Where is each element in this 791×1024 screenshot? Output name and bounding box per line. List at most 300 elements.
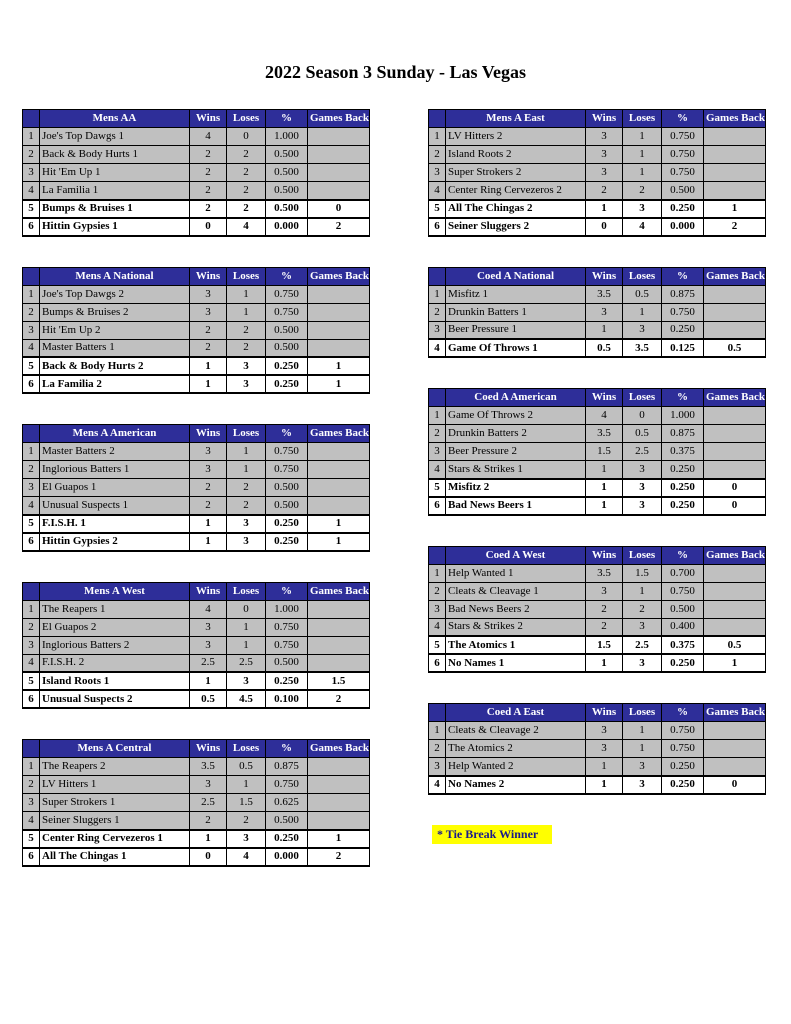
pct-cell: 0.100 — [266, 690, 308, 708]
team-cell: Drunkin Batters 2 — [446, 425, 586, 443]
wins-cell: 3.5 — [586, 425, 623, 443]
team-row — [23, 339, 370, 357]
col-header-wins: Wins — [190, 110, 227, 128]
col-header-pct: % — [662, 546, 704, 564]
pct-cell: 0.000 — [266, 218, 308, 236]
col-header-pct: % — [662, 110, 704, 128]
team-row — [429, 182, 766, 200]
wins-cell: 3.5 — [190, 758, 227, 776]
games-back-cell: 0.5 — [704, 339, 766, 357]
loses-cell: 3 — [227, 672, 266, 690]
pct-cell: 0.250 — [266, 830, 308, 848]
pct-cell: 0.250 — [266, 672, 308, 690]
wins-cell: 3 — [190, 618, 227, 636]
col-header-wins: Wins — [586, 110, 623, 128]
pct-cell: 0.250 — [266, 357, 308, 375]
rank-cell: 5 — [429, 200, 446, 218]
wins-cell: 2 — [190, 812, 227, 830]
loses-cell: 2.5 — [227, 654, 266, 672]
team-cell: Bad News Beers 1 — [446, 497, 586, 515]
games-back-cell: 0 — [704, 776, 766, 794]
col-header-wins: Wins — [190, 582, 227, 600]
games-back-cell — [704, 321, 766, 339]
team-row — [23, 654, 370, 672]
pct-cell: 0.250 — [662, 321, 704, 339]
team-cell: Unusual Suspects 1 — [40, 497, 190, 515]
rank-cell: 5 — [23, 672, 40, 690]
col-header-wins: Wins — [190, 267, 227, 285]
rank-cell: 5 — [23, 830, 40, 848]
rank-cell: 3 — [429, 321, 446, 339]
pct-cell: 0.750 — [662, 146, 704, 164]
corner-cell — [23, 740, 40, 758]
games-back-cell — [308, 461, 370, 479]
team-cell: LV Hitters 2 — [446, 128, 586, 146]
games-back-cell — [308, 497, 370, 515]
team-cell: Back & Body Hurts 1 — [40, 146, 190, 164]
wins-cell: 0.5 — [190, 690, 227, 708]
pct-cell: 0.625 — [266, 794, 308, 812]
loses-cell: 0 — [227, 600, 266, 618]
wins-cell: 2 — [190, 497, 227, 515]
games-back-cell: 1 — [704, 200, 766, 218]
wins-cell: 2 — [586, 600, 623, 618]
loses-cell: 4 — [623, 218, 662, 236]
division-title: Mens A East — [446, 110, 586, 128]
col-header-games-back: Games Back — [704, 389, 766, 407]
header-row — [429, 389, 766, 407]
loses-cell: 1 — [623, 164, 662, 182]
wins-cell: 0 — [190, 848, 227, 866]
wins-cell: 2 — [190, 321, 227, 339]
col-header-loses: Loses — [623, 389, 662, 407]
loses-cell: 3 — [227, 830, 266, 848]
pct-cell: 0.750 — [266, 776, 308, 794]
wins-cell: 3 — [586, 722, 623, 740]
games-back-cell: 2 — [308, 218, 370, 236]
loses-cell: 4 — [227, 218, 266, 236]
col-header-games-back: Games Back — [308, 110, 370, 128]
loses-cell: 3 — [227, 515, 266, 533]
team-row — [429, 479, 766, 497]
team-row — [429, 497, 766, 515]
col-header-games-back: Games Back — [308, 267, 370, 285]
games-back-cell: 1 — [308, 375, 370, 393]
team-row — [429, 722, 766, 740]
standings-table-mens-aa — [22, 109, 370, 237]
pct-cell: 0.500 — [266, 654, 308, 672]
wins-cell: 4 — [190, 600, 227, 618]
team-row — [23, 672, 370, 690]
pct-cell: 0.750 — [266, 303, 308, 321]
division-title: Coed A National — [446, 267, 586, 285]
col-header-pct: % — [662, 267, 704, 285]
col-header-loses: Loses — [623, 110, 662, 128]
col-header-pct: % — [266, 425, 308, 443]
col-header-loses: Loses — [227, 110, 266, 128]
rank-cell: 1 — [23, 600, 40, 618]
col-header-games-back: Games Back — [704, 110, 766, 128]
games-back-cell — [704, 407, 766, 425]
wins-cell: 1 — [586, 776, 623, 794]
pct-cell: 0.750 — [662, 128, 704, 146]
team-row — [429, 146, 766, 164]
pct-cell: 0.750 — [266, 618, 308, 636]
division-title: Mens A Central — [40, 740, 190, 758]
col-header-wins: Wins — [586, 704, 623, 722]
team-row — [23, 848, 370, 866]
team-row — [23, 600, 370, 618]
team-row — [429, 758, 766, 776]
pct-cell: 0.400 — [662, 618, 704, 636]
loses-cell: 2 — [623, 182, 662, 200]
pct-cell: 0.750 — [266, 285, 308, 303]
pct-cell: 0.750 — [662, 582, 704, 600]
pct-cell: 0.500 — [662, 600, 704, 618]
team-row — [429, 218, 766, 236]
team-cell: F.I.S.H. 2 — [40, 654, 190, 672]
wins-cell: 3 — [190, 461, 227, 479]
pct-cell: 0.875 — [266, 758, 308, 776]
wins-cell: 1 — [586, 479, 623, 497]
wins-cell: 3 — [586, 128, 623, 146]
header-row — [429, 267, 766, 285]
wins-cell: 1 — [586, 200, 623, 218]
header-row — [429, 110, 766, 128]
rank-cell: 3 — [429, 758, 446, 776]
loses-cell: 2.5 — [623, 636, 662, 654]
header-row — [23, 425, 370, 443]
games-back-cell: 1.5 — [308, 672, 370, 690]
pct-cell: 0.750 — [662, 164, 704, 182]
pct-cell: 1.000 — [266, 128, 308, 146]
games-back-cell — [704, 461, 766, 479]
pct-cell: 0.700 — [662, 564, 704, 582]
games-back-cell: 1 — [308, 533, 370, 551]
wins-cell: 2 — [190, 479, 227, 497]
team-cell: Stars & Strikes 1 — [446, 461, 586, 479]
team-row — [23, 146, 370, 164]
team-cell: F.I.S.H. 1 — [40, 515, 190, 533]
corner-cell — [429, 389, 446, 407]
rank-cell: 3 — [23, 636, 40, 654]
team-cell: No Names 2 — [446, 776, 586, 794]
rank-cell: 3 — [23, 321, 40, 339]
team-cell: Hittin Gypsies 2 — [40, 533, 190, 551]
pct-cell: 1.000 — [266, 600, 308, 618]
rank-cell: 5 — [429, 636, 446, 654]
team-cell: Joe's Top Dawgs 2 — [40, 285, 190, 303]
team-row — [429, 339, 766, 357]
rank-cell: 2 — [429, 740, 446, 758]
games-back-cell: 2 — [704, 218, 766, 236]
col-header-wins: Wins — [190, 740, 227, 758]
loses-cell: 3 — [227, 375, 266, 393]
pct-cell: 0.000 — [662, 218, 704, 236]
division-title: Mens A West — [40, 582, 190, 600]
rank-cell: 2 — [23, 146, 40, 164]
rank-cell: 2 — [23, 461, 40, 479]
team-cell: All The Chingas 1 — [40, 848, 190, 866]
team-row — [23, 479, 370, 497]
team-cell: El Guapos 1 — [40, 479, 190, 497]
col-header-games-back: Games Back — [308, 425, 370, 443]
wins-cell: 1 — [586, 461, 623, 479]
team-cell: Game Of Throws 2 — [446, 407, 586, 425]
games-back-cell — [308, 285, 370, 303]
wins-cell: 3 — [190, 303, 227, 321]
page-title: 2022 Season 3 Sunday - Las Vegas — [264, 62, 527, 82]
pct-cell: 0.500 — [266, 182, 308, 200]
pct-cell: 0.500 — [662, 182, 704, 200]
wins-cell: 3 — [586, 146, 623, 164]
team-row — [23, 200, 370, 218]
rank-cell: 6 — [23, 375, 40, 393]
team-cell: Stars & Strikes 2 — [446, 618, 586, 636]
games-back-cell — [308, 164, 370, 182]
games-back-cell — [308, 339, 370, 357]
header-row — [23, 110, 370, 128]
wins-cell: 0 — [190, 218, 227, 236]
team-cell: Back & Body Hurts 2 — [40, 357, 190, 375]
games-back-cell — [704, 128, 766, 146]
loses-cell: 3 — [623, 321, 662, 339]
pct-cell: 0.500 — [266, 479, 308, 497]
loses-cell: 1 — [227, 636, 266, 654]
games-back-cell — [308, 776, 370, 794]
loses-cell: 2 — [227, 339, 266, 357]
wins-cell: 2 — [586, 618, 623, 636]
team-cell: Island Roots 2 — [446, 146, 586, 164]
games-back-cell — [308, 303, 370, 321]
standings-table-mens-a-central — [22, 739, 370, 867]
pct-cell: 1.000 — [662, 407, 704, 425]
rank-cell: 2 — [429, 425, 446, 443]
rank-cell: 6 — [23, 690, 40, 708]
loses-cell: 1 — [227, 776, 266, 794]
wins-cell: 3.5 — [586, 285, 623, 303]
pct-cell: 0.500 — [266, 812, 308, 830]
corner-cell — [429, 267, 446, 285]
games-back-cell — [704, 303, 766, 321]
loses-cell: 0 — [227, 128, 266, 146]
wins-cell: 2 — [190, 182, 227, 200]
pct-cell: 0.875 — [662, 285, 704, 303]
rank-cell: 4 — [23, 497, 40, 515]
loses-cell: 3 — [623, 200, 662, 218]
loses-cell: 2 — [227, 182, 266, 200]
col-header-loses: Loses — [227, 582, 266, 600]
loses-cell: 1 — [227, 443, 266, 461]
team-row — [429, 303, 766, 321]
loses-cell: 1.5 — [227, 794, 266, 812]
team-row — [23, 758, 370, 776]
wins-cell: 3.5 — [586, 564, 623, 582]
loses-cell: 1 — [227, 303, 266, 321]
team-row — [429, 654, 766, 672]
division-title: Coed A American — [446, 389, 586, 407]
wins-cell: 1 — [190, 357, 227, 375]
right-tables — [428, 109, 766, 795]
games-back-cell — [308, 794, 370, 812]
loses-cell: 3.5 — [623, 339, 662, 357]
right-column — [428, 109, 766, 844]
games-back-cell: 0 — [704, 497, 766, 515]
pct-cell: 0.250 — [266, 375, 308, 393]
team-row — [23, 128, 370, 146]
team-row — [429, 164, 766, 182]
team-row — [23, 830, 370, 848]
team-row — [429, 425, 766, 443]
col-header-pct: % — [266, 740, 308, 758]
pct-cell: 0.250 — [662, 654, 704, 672]
loses-cell: 4.5 — [227, 690, 266, 708]
pct-cell: 0.000 — [266, 848, 308, 866]
col-header-loses: Loses — [623, 546, 662, 564]
team-cell: Joe's Top Dawgs 1 — [40, 128, 190, 146]
wins-cell: 1 — [190, 533, 227, 551]
rank-cell: 3 — [429, 443, 446, 461]
rank-cell: 6 — [429, 654, 446, 672]
team-cell: Seiner Sluggers 2 — [446, 218, 586, 236]
col-header-pct: % — [266, 267, 308, 285]
games-back-cell: 1 — [308, 515, 370, 533]
rank-cell: 6 — [23, 848, 40, 866]
rank-cell: 4 — [23, 654, 40, 672]
pct-cell: 0.250 — [662, 776, 704, 794]
rank-cell: 2 — [429, 146, 446, 164]
corner-cell — [23, 582, 40, 600]
col-header-pct: % — [266, 582, 308, 600]
col-header-loses: Loses — [227, 425, 266, 443]
team-cell: Inglorious Batters 1 — [40, 461, 190, 479]
col-header-wins: Wins — [586, 267, 623, 285]
left-column — [22, 109, 370, 897]
pct-cell: 0.500 — [266, 146, 308, 164]
wins-cell: 1 — [190, 515, 227, 533]
team-cell: Master Batters 1 — [40, 339, 190, 357]
wins-cell: 1 — [190, 672, 227, 690]
rank-cell: 3 — [23, 794, 40, 812]
pct-cell: 0.750 — [662, 303, 704, 321]
col-header-games-back: Games Back — [308, 582, 370, 600]
games-back-cell — [704, 722, 766, 740]
header-row — [23, 582, 370, 600]
pct-cell: 0.750 — [266, 461, 308, 479]
col-header-pct: % — [662, 704, 704, 722]
rank-cell: 3 — [23, 479, 40, 497]
rank-cell: 2 — [429, 582, 446, 600]
team-row — [429, 321, 766, 339]
wins-cell: 1 — [586, 497, 623, 515]
loses-cell: 4 — [227, 848, 266, 866]
col-header-loses: Loses — [227, 267, 266, 285]
loses-cell: 2 — [227, 164, 266, 182]
team-cell: Center Ring Cervezeros 1 — [40, 830, 190, 848]
rank-cell: 4 — [429, 182, 446, 200]
wins-cell: 2 — [190, 146, 227, 164]
team-row — [23, 182, 370, 200]
rank-cell: 6 — [429, 497, 446, 515]
loses-cell: 2 — [623, 600, 662, 618]
loses-cell: 2 — [227, 200, 266, 218]
team-row — [23, 321, 370, 339]
wins-cell: 3 — [586, 740, 623, 758]
loses-cell: 1 — [227, 618, 266, 636]
games-back-cell — [704, 285, 766, 303]
rank-cell: 1 — [429, 722, 446, 740]
pct-cell: 0.375 — [662, 636, 704, 654]
rank-cell: 5 — [429, 479, 446, 497]
team-row — [429, 564, 766, 582]
corner-cell — [23, 267, 40, 285]
loses-cell: 2 — [227, 497, 266, 515]
team-row — [23, 618, 370, 636]
corner-cell — [429, 546, 446, 564]
team-cell: Game Of Throws 1 — [446, 339, 586, 357]
rank-cell: 4 — [429, 776, 446, 794]
rank-cell: 3 — [429, 164, 446, 182]
col-header-loses: Loses — [227, 740, 266, 758]
games-back-cell — [308, 654, 370, 672]
games-back-cell: 0 — [308, 200, 370, 218]
rank-cell: 5 — [23, 515, 40, 533]
division-title: Mens A National — [40, 267, 190, 285]
standings-table-coed-a-national — [428, 267, 766, 359]
loses-cell: 3 — [227, 533, 266, 551]
loses-cell: 1 — [623, 740, 662, 758]
loses-cell: 3 — [623, 654, 662, 672]
header-row — [429, 704, 766, 722]
pct-cell: 0.500 — [266, 339, 308, 357]
games-back-cell: 1 — [308, 357, 370, 375]
col-header-games-back: Games Back — [308, 740, 370, 758]
team-row — [429, 407, 766, 425]
games-back-cell — [308, 812, 370, 830]
loses-cell: 3 — [623, 618, 662, 636]
rank-cell: 6 — [23, 533, 40, 551]
col-header-wins: Wins — [586, 389, 623, 407]
header-row — [23, 740, 370, 758]
rank-cell: 1 — [429, 285, 446, 303]
wins-cell: 4 — [190, 128, 227, 146]
pct-cell: 0.500 — [266, 321, 308, 339]
wins-cell: 1 — [190, 830, 227, 848]
games-back-cell — [308, 182, 370, 200]
team-cell: Super Strokers 1 — [40, 794, 190, 812]
wins-cell: 2.5 — [190, 654, 227, 672]
rank-cell: 4 — [23, 812, 40, 830]
pct-cell: 0.375 — [662, 443, 704, 461]
team-cell: Bumps & Bruises 2 — [40, 303, 190, 321]
rank-cell: 1 — [23, 443, 40, 461]
team-row — [23, 461, 370, 479]
team-row — [429, 285, 766, 303]
wins-cell: 3 — [190, 443, 227, 461]
team-row — [429, 443, 766, 461]
team-row — [23, 218, 370, 236]
corner-cell — [23, 110, 40, 128]
division-title: Coed A West — [446, 546, 586, 564]
games-back-cell — [308, 443, 370, 461]
games-back-cell — [308, 618, 370, 636]
team-row — [23, 164, 370, 182]
team-cell: Hittin Gypsies 1 — [40, 218, 190, 236]
team-cell: The Reapers 1 — [40, 600, 190, 618]
rank-cell: 5 — [23, 357, 40, 375]
col-header-pct: % — [266, 110, 308, 128]
loses-cell: 2 — [227, 321, 266, 339]
